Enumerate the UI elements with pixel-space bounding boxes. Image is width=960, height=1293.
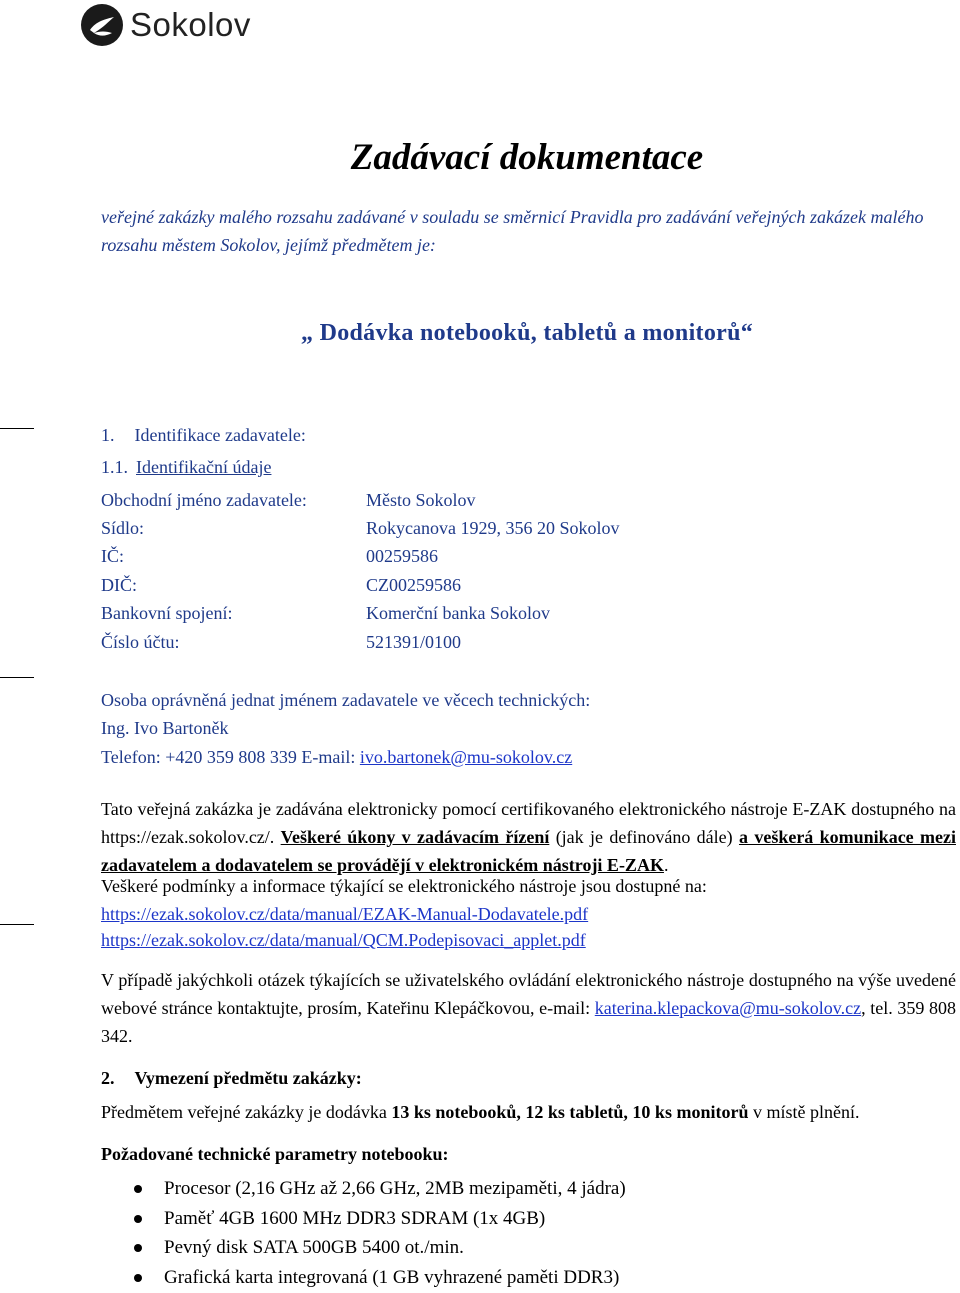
margin-mark xyxy=(0,677,34,678)
questions-paragraph: V případě jakýchkoli otázek týkajících se uživatelského ovládání elektronického nástroje dostupného na výše uvedené webové stránce kontaktujte, prosím, Kateřinu Klepáčkovou, e-mail: katerina.klepackova@mu-sokolov.cz, tel. 359 808 342. xyxy=(101,970,956,1046)
subsection-title: Identifikační údaje xyxy=(136,457,272,477)
section-number: 2. xyxy=(101,1068,115,1088)
contact-phone-email: Telefon: +420 359 808 339 E-mail: ivo.bartonek@mu-sokolov.cz xyxy=(101,747,573,767)
section-title: Vymezení předmětu zakázky: xyxy=(134,1068,362,1088)
subject-description: Předmětem veřejné zakázky je dodávka 13 ks notebooků, 12 ks tabletů, 10 ks monitorů v místě plnění. xyxy=(101,1102,860,1122)
list-item: Grafická karta integrovaná (1 GB vyhrazené paměti DDR3) xyxy=(101,1263,626,1293)
ezak-paragraph: Tato veřejná zakázka je zadávána elektronicky pomocí certifikovaného elektronického nástroje E-ZAK dostupného na https://ezak.sokolov.cz/. Veškeré úkony v zadávacím řízení (jak je definováno dále) a veškerá komunikace mezi zadavatelem a dodavatelem se provádějí v elektronickém nástroji E-ZAK. xyxy=(101,799,956,875)
sokolov-logo xyxy=(80,2,251,48)
contract-subject: „ Dodávka notebooků, tabletů a monitorů“ xyxy=(300,320,754,346)
logo-text: Sokolov xyxy=(130,6,251,43)
document-title: Zadávací dokumentace xyxy=(350,137,704,178)
support-email-link[interactable]: katerina.klepackova@mu-sokolov.cz xyxy=(594,998,862,1018)
document-subtitle: veřejné zakázky malého rozsahu zadávané v souladu se směrnicí Pravidla pro zadávání veřejných zakázek malého rozsahu městem Sokolov, jejímž předmětem je: xyxy=(101,207,924,255)
section-1-1-heading xyxy=(101,457,271,478)
contact-email-link[interactable]: ivo.bartonek@mu-sokolov.cz xyxy=(359,747,573,767)
notebook-params-list xyxy=(101,1174,626,1292)
ezak-applet-link[interactable]: https://ezak.sokolov.cz/data/manual/QCM.Podepisovaci_applet.pdf xyxy=(101,930,586,950)
margin-mark xyxy=(0,428,34,429)
list-item: Pevný disk SATA 500GB 5400 ot./min. xyxy=(101,1233,626,1263)
contact-intro: Osoba oprávněná jednat jménem zadavatele ve věcech technických: xyxy=(101,690,591,710)
margin-mark xyxy=(0,924,34,925)
ezak-info-text: Veškeré podmínky a informace týkající se elektronického nástroje jsou dostupné na: xyxy=(101,876,707,896)
sokolov-emblem-icon xyxy=(80,3,124,47)
list-item: Procesor (2,16 GHz až 2,66 GHz, 2MB mezipaměti, 4 jádra) xyxy=(101,1174,626,1204)
ezak-manual-link[interactable]: https://ezak.sokolov.cz/data/manual/EZAK-Manual-Dodavatele.pdf xyxy=(101,904,589,924)
contact-name: Ing. Ivo Bartoněk xyxy=(101,718,229,738)
list-item: Paměť 4GB 1600 MHz DDR3 SDRAM (1x 4GB) xyxy=(101,1204,626,1234)
section-title: Identifikace zadavatele: xyxy=(134,425,306,445)
section-1-heading xyxy=(101,425,306,446)
section-2-heading xyxy=(101,1068,362,1089)
notebook-params-heading: Požadované technické parametry notebooku: xyxy=(101,1144,449,1164)
section-number: 1. xyxy=(101,425,115,445)
subsection-number: 1.1. xyxy=(101,457,128,477)
